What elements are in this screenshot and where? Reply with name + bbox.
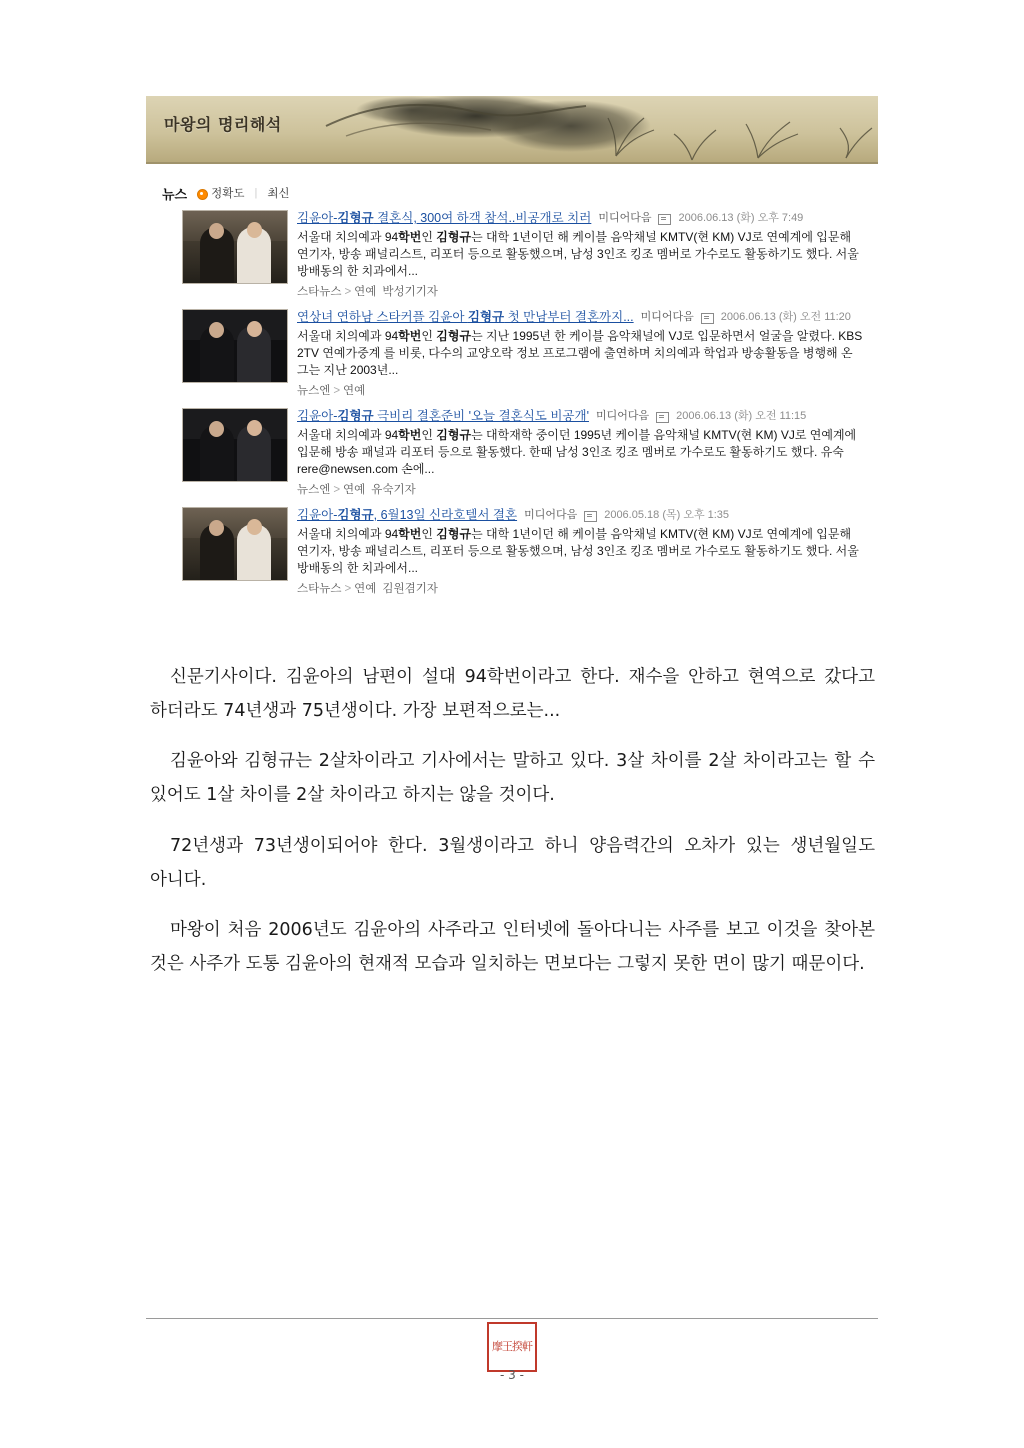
news-result-title[interactable]: 김윤아-김형규 극비리 결혼준비 '오늘 결혼식도 비공개' xyxy=(297,408,589,423)
news-press-name[interactable]: 미디어다음 xyxy=(524,508,578,521)
newspaper-icon xyxy=(584,511,597,522)
sort-accuracy-label: 정확도 xyxy=(211,188,245,200)
newspaper-icon xyxy=(658,214,671,225)
news-result-item[interactable] xyxy=(146,501,878,600)
news-snippet: 서울대 치의예과 94학번인 김형규는 대학 1년이던 해 케이블 음악채널 KMTV(현 KM) VJ로 연예계에 입문해 연기자, 방송 패널리스트, 리포터 등으로 활동했으며, 남성 3인조 킹조 멤버로 가수로도 활동하기도 했다. 서울 방배동의 한 치과에서... xyxy=(297,229,859,278)
news-snippet: 서울대 치의예과 94학번인 김형규는 대학 1년이던 해 케이블 음악채널 KMTV(현 KM) VJ로 연예계에 입문해 연기자, 방송 패널리스트, 리포터 등으로 활동했으며, 남성 3인조 킹조 멤버로 가수로도 활동하기도 했다. 서울 방배동의 한 치과에서... xyxy=(297,526,859,575)
news-press-name[interactable]: 미디어다음 xyxy=(595,409,650,422)
news-date: 2006.06.13 (화) 오후 7:49 xyxy=(678,212,804,225)
news-label: 뉴스 xyxy=(162,186,188,202)
news-result-title[interactable]: 김윤아-김형규, 6월13일 신라호텔서 결혼 xyxy=(297,507,518,522)
seal-stamp: 摩王揆軒 xyxy=(487,1322,537,1372)
document-body xyxy=(150,660,875,997)
header-separator: | xyxy=(254,187,258,199)
news-result-item[interactable] xyxy=(146,204,878,303)
news-press-name[interactable]: 미디어다음 xyxy=(640,310,694,323)
news-search-block xyxy=(146,182,878,600)
body-paragraph: 신문기사이다. 김윤아의 남편이 설대 94학번이라고 한다. 재수을 안하고 현역으로 갔다고 하더라도 74년생과 75년생이다. 가장 보편적으로는... xyxy=(150,667,875,722)
sort-accuracy-option[interactable] xyxy=(197,185,244,201)
news-snippet: 서울대 치의예과 94학번인 김형규는 지난 1995년 한 케이블 음악채널에 VJ로 입문하면서 얼굴을 알렸다. KBS 2TV 연예가중계 를 비롯, 다수의 교양오락 정보 프로그램에 출연하며 치의예과 학업과 방송활동을 병행해 온 그는 지난 2003년... xyxy=(297,328,863,377)
site-banner xyxy=(146,96,878,164)
newspaper-icon xyxy=(701,313,714,324)
body-paragraph: 김윤아와 김형규는 2살차이라고 기사에서는 말하고 있다. 3살 차이를 2살 차이라고는 할 수 있어도 1살 차이를 2살 차이라고 하지는 않을 것이다. xyxy=(150,751,875,806)
news-result-title[interactable]: 김윤아-김형규 결혼식, 300여 하객 참석..비공개로 치러 xyxy=(297,211,592,225)
newspaper-icon xyxy=(656,412,669,423)
news-date: 2006.06.13 (화) 오전 11:15 xyxy=(676,409,807,422)
footer-divider xyxy=(146,1318,878,1319)
news-thumbnail[interactable] xyxy=(182,210,288,284)
news-result-title[interactable]: 연상녀 연하남 스타커플 김윤아 김형규 첫 만남부터 결혼까지... xyxy=(297,309,634,324)
news-source-line: 스타뉴스 > 연예 박성기기자 xyxy=(297,285,438,298)
sort-latest-option[interactable] xyxy=(267,185,289,201)
news-date: 2006.05.18 (목) 오후 1:35 xyxy=(604,508,730,521)
news-source-line: 뉴스엔 > 연예 유숙기자 xyxy=(297,483,416,496)
sort-latest-label: 최신 xyxy=(267,188,290,200)
radio-selected-icon xyxy=(197,189,208,200)
body-paragraph: 72년생과 73년생이되어야 한다. 3월생이라고 하니 양음력간의 오차가 있는 생년월일도 아니다. xyxy=(150,835,875,890)
news-press-name[interactable]: 미디어다음 xyxy=(598,212,652,225)
news-result-item[interactable] xyxy=(146,402,878,501)
news-snippet: 서울대 치의예과 94학번인 김형규는 대학재학 중이던 1995년 케이블 음악채널 KMTV(현 KM) VJ로 연예계에 입문해 방송 패널과 리포터 등으로 활동했다. 한때 남성 3인조 킹조 멤버로 가수로도 활동하기도 했다. 유숙 rere@newsen.com 손에... xyxy=(297,427,857,476)
news-thumbnail[interactable] xyxy=(182,408,288,482)
page-number: - 3 - xyxy=(500,1368,524,1382)
body-paragraph: 마왕이 처음 2006년도 김윤아의 사주라고 인터넷에 돌아다니는 사주를 보고 이것을 찾아본 것은 사주가 도통 김윤아의 현재적 모습과 일치하는 면보다는 그렇지 못한 면이 많기 때문이다. xyxy=(150,919,875,974)
news-header xyxy=(146,182,878,204)
banner-title: 마왕의 명리해석 xyxy=(164,115,282,134)
news-source-line: 스타뉴스 > 연예 김원겸기자 xyxy=(297,582,438,595)
news-thumbnail[interactable] xyxy=(182,309,288,383)
news-thumbnail[interactable] xyxy=(182,507,288,581)
news-source-line: 뉴스엔 > 연예 xyxy=(297,384,366,397)
news-result-item[interactable] xyxy=(146,303,878,402)
news-date: 2006.06.13 (화) 오전 11:20 xyxy=(720,310,851,323)
